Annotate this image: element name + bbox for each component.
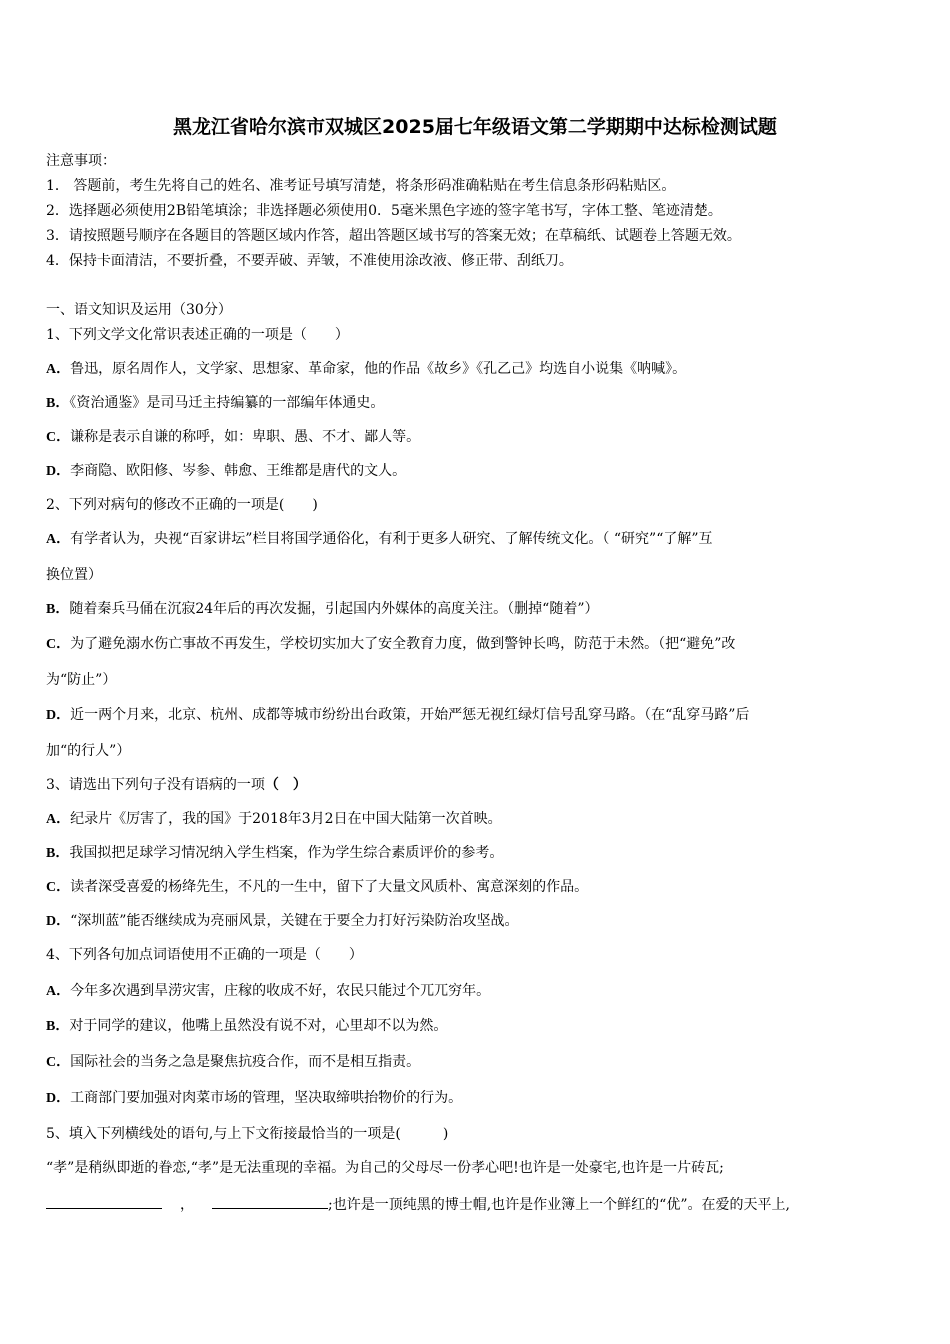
question-4-option-a: [46, 981, 490, 1002]
question-1-option-b: [46, 393, 384, 414]
question-4-stem: 4、下列各句加点词语使用不正确的一项是（ ）: [46, 947, 363, 963]
option-label: A．: [46, 984, 71, 999]
notice-heading: 注意事项：: [46, 153, 116, 169]
question-3-option-b: [46, 843, 503, 864]
notice-item-4: 4．保持卡面清洁，不要折叠，不要弄破、弄皱，不准使用涂改液、修正带、刮纸刀。: [46, 253, 573, 269]
question-2-option-a-cont: 换位置）: [46, 567, 102, 583]
option-label: B．: [46, 602, 70, 617]
option-text: 谦称是表示自谦的称呼，如：卑职、愚、不才、鄙人等。: [70, 429, 421, 445]
option-label: A．: [46, 362, 71, 377]
option-label: C．: [46, 1055, 71, 1070]
option-text: 我国拟把足球学习情况纳入学生档案，作为学生综合素质评价的参考。: [69, 845, 504, 861]
option-text: 近一两个月来，北京、杭州、成都等城市纷纷出台政策，开始严惩无视红绿灯信号乱穿马路。（在“乱穿马路”后: [70, 707, 750, 723]
separator-comma: ，: [180, 1197, 194, 1213]
question-1-option-d: [46, 461, 406, 482]
option-label: C．: [46, 430, 71, 445]
option-text: 鲁迅，原名周作人，文学家、思想家、革命家，他的作品《故乡》《孔乙己》均选自小说集《呐喊》。: [70, 361, 687, 377]
question-2-option-a: [46, 529, 713, 550]
option-text: 工商部门要加强对肉菜市场的管理，坚决取缔哄抬物价的行为。: [70, 1090, 463, 1106]
option-text: 纪录片《厉害了，我的国》于2018年3月2日在中国大陆第一次首映。: [70, 811, 502, 827]
question-2-stem: 2、下列对病句的修改不正确的一项是( ): [46, 497, 318, 513]
fill-blank-1[interactable]: [46, 1194, 162, 1209]
option-label: C．: [46, 637, 71, 652]
option-label: B．: [46, 1019, 70, 1034]
notice-item-2: 2．选择题必须使用2B铅笔填涂；非选择题必须使用0．5毫米黑色字迹的签字笔书写，字体工整、笔迹清楚。: [46, 203, 722, 219]
option-text: 今年多次遇到旱涝灾害，庄稼的收成不好，农民只能过个兀兀穷年。: [70, 983, 491, 999]
question-5-stem: 5、填入下列横线处的语句,与上下文衔接最恰当的一项是( ): [46, 1126, 449, 1142]
question-text: 3、请选出下列句子没有语病的一项: [46, 777, 265, 793]
question-2-option-d-cont: 加“的行人”）: [46, 743, 131, 759]
option-label: C．: [46, 880, 71, 895]
notice-item-3: 3．请按照题号顺序在各题目的答题区域内作答，超出答题区域书写的答案无效；在草稿纸、试题卷上答题无效。: [46, 228, 741, 244]
option-label: B．: [46, 396, 70, 411]
question-2-option-b: [46, 599, 598, 620]
option-label: D．: [46, 914, 71, 929]
section-heading: 一、语文知识及运用（30分）: [46, 302, 232, 318]
question-3-option-a: [46, 809, 502, 830]
question-2-option-c-cont: 为“防止”）: [46, 672, 117, 688]
option-text: “深圳蓝”能否继续成为亮丽风景，关键在于要全力打好污染防治攻坚战。: [70, 913, 519, 929]
option-text: 《资治通鉴》是司马迁主持编纂的一部编年体通史。: [69, 395, 385, 411]
option-label: D．: [46, 1091, 71, 1106]
option-label: B．: [46, 846, 70, 861]
option-text: 对于同学的建议，他嘴上虽然没有说不对，心里却不以为然。: [69, 1018, 448, 1034]
question-5-passage-line-2: [46, 1194, 790, 1215]
question-2-option-d: [46, 705, 749, 726]
question-4-option-b: [46, 1016, 447, 1037]
notice-item-1: 1． 答题前，考生先将自己的姓名、准考证号填写清楚，将条形码准确粘贴在考生信息条形码粘贴区。: [46, 178, 676, 194]
question-3-option-d: [46, 911, 518, 932]
option-text: 为了避免溺水伤亡事故不再发生，学校切实加大了安全教育力度，做到警钟长鸣，防范于未然。（把“避免”改: [70, 636, 736, 652]
question-2-option-c: [46, 634, 735, 655]
question-4-option-d: [46, 1088, 462, 1109]
option-text: 读者深受喜爱的杨绛先生，不凡的一生中，留下了大量文风质朴、寓意深刻的作品。: [70, 879, 589, 895]
question-3-stem: [46, 775, 307, 795]
option-label: A．: [46, 812, 71, 827]
question-4-option-c: [46, 1052, 420, 1073]
option-label: D．: [46, 464, 71, 479]
option-text: 李商隐、欧阳修、岑参、韩愈、王维都是唐代的文人。: [70, 463, 407, 479]
option-label: A．: [46, 532, 71, 547]
question-1-option-c: [46, 427, 420, 448]
question-5-passage-line-1: “孝”是稍纵即逝的眷恋,“孝”是无法重现的幸福。为自己的父母尽一份孝心吧!也许是一处豪宅,也许是一片砖瓦;: [46, 1160, 724, 1176]
question-3-option-c: [46, 877, 588, 898]
option-text: 国际社会的当务之急是聚焦抗疫合作，而不是相互指责。: [70, 1054, 421, 1070]
fill-blank-2[interactable]: [212, 1194, 328, 1209]
page-title: 黑龙江省哈尔滨市双城区2025届七年级语文第二学期期中达标检测试题: [173, 116, 777, 138]
passage-text: ;也许是一顶纯黑的博士帽,也许是作业簿上一个鲜红的“优”。在爱的天平上,: [328, 1197, 790, 1213]
question-1-option-a: [46, 359, 686, 380]
option-label: D．: [46, 708, 71, 723]
question-1-stem: 1、下列文学文化常识表述正确的一项是（ ）: [46, 327, 349, 343]
answer-paren: （ ）: [264, 777, 307, 793]
option-text: 随着秦兵马俑在沉寂24年后的再次发掘，引起国内外媒体的高度关注。（删掉“随着”）: [69, 601, 599, 617]
option-text: 有学者认为，央视“百家讲坛”栏目将国学通俗化，有利于更多人研究、了解传统文化。（ “研究”“了解”互: [70, 531, 713, 547]
